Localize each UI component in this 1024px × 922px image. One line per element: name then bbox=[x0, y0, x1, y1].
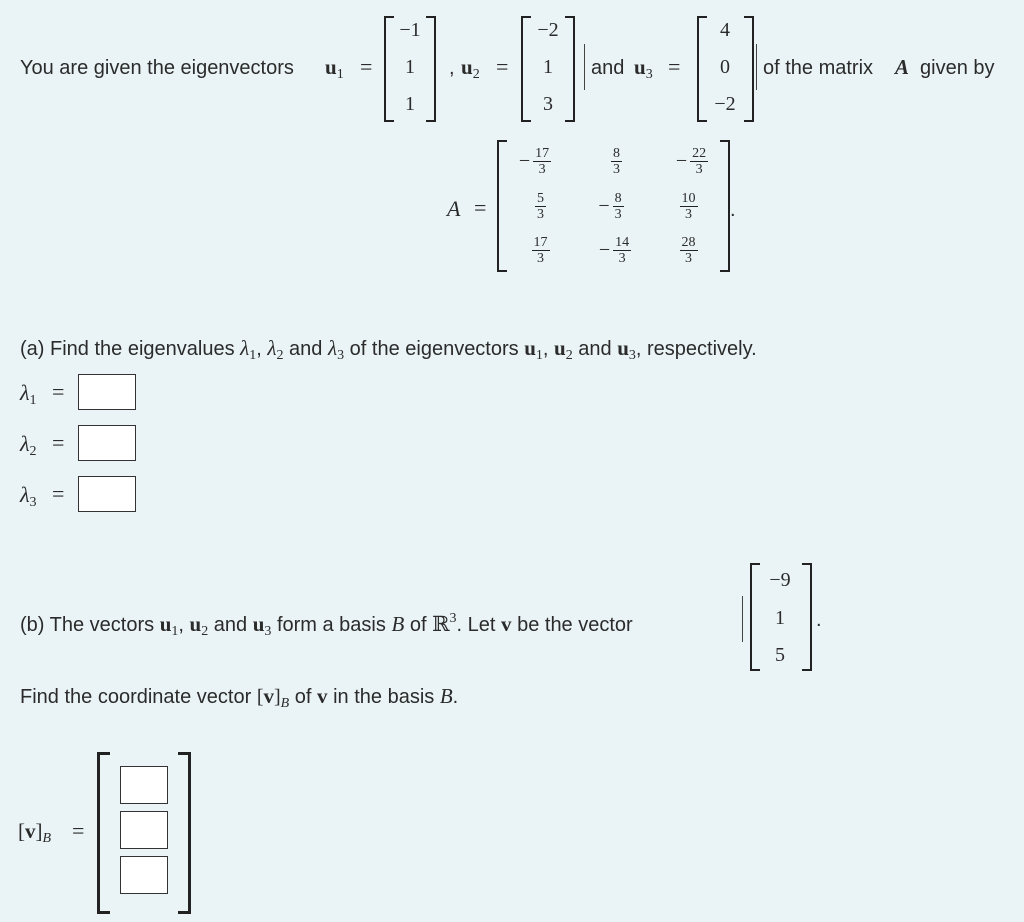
equals-sign: = bbox=[474, 195, 487, 220]
v-entry: 5 bbox=[775, 644, 785, 666]
u2-symbol: $u_2$ bbox=[461, 55, 480, 82]
u3-entry: 0 bbox=[720, 56, 730, 78]
equals-sign: = bbox=[360, 54, 373, 79]
v-right-bracket bbox=[802, 563, 812, 671]
equals-sign: = bbox=[52, 379, 65, 404]
equals-sign: = bbox=[668, 54, 681, 79]
separator-line bbox=[742, 596, 743, 642]
equals-sign: = bbox=[496, 54, 509, 79]
u3-entry: −2 bbox=[714, 93, 736, 115]
coord-vector-label: $[v]_B$ bbox=[18, 819, 52, 846]
comma: , bbox=[449, 57, 455, 79]
matrix-entry: $\frac{5}{3}$ bbox=[537, 190, 544, 222]
u3-symbol: $u_3$ bbox=[634, 55, 653, 82]
lambda1-input[interactable] bbox=[78, 374, 136, 410]
coord-input-2[interactable] bbox=[120, 811, 168, 849]
lambda2-label: $\lambda_2$ bbox=[20, 431, 37, 459]
matrix-symbol-A: A bbox=[895, 55, 910, 79]
matrix-entry: $\frac{8}{3}$ bbox=[613, 145, 620, 177]
part-b-question: (b) The vectors $u_1$, $u_2$ and $u_3$ form a basis B of ℝ$^3$. Let v be the vector bbox=[20, 611, 633, 639]
matrix-entry: − $\frac{17}{3}$ bbox=[518, 145, 550, 177]
part-b-find-text: Find the coordinate vector $[v]_B$ of v in the basis B. bbox=[20, 684, 459, 711]
separator-line bbox=[756, 44, 757, 90]
matrix-entry: $\frac{10}{3}$ bbox=[681, 190, 696, 222]
intro-text-given-by: given by bbox=[920, 57, 995, 79]
u2-entry: 3 bbox=[543, 93, 553, 115]
matrix-entry: − $\frac{14}{3}$ bbox=[598, 234, 630, 266]
u1-entry: 1 bbox=[405, 93, 415, 115]
part-a-question: (a) Find the eigenvalues $\lambda_1$, $\lambda_2$ and $\lambda_3$ of the eigenvectors $u_1$, $u_2$ and $u_3$, respectively. bbox=[20, 336, 757, 363]
lambda3-input[interactable] bbox=[78, 476, 136, 512]
u2-entry: 1 bbox=[543, 56, 553, 78]
u1-symbol: $u_1$ bbox=[325, 55, 344, 82]
lambda1-label: $\lambda_1$ bbox=[20, 380, 37, 408]
lambda2-input[interactable] bbox=[78, 425, 136, 461]
coord-input-3[interactable] bbox=[120, 856, 168, 894]
intro-text-and: and bbox=[591, 57, 625, 79]
v-entry: 1 bbox=[775, 607, 785, 629]
u1-entry: −1 bbox=[399, 19, 421, 41]
v-entry: −9 bbox=[769, 569, 791, 591]
matrix-entry: − $\frac{22}{3}$ bbox=[675, 145, 707, 177]
intro-text-given: You are given the eigenvectors bbox=[20, 57, 294, 79]
equals-sign: = bbox=[52, 481, 65, 506]
u3-entry: 4 bbox=[720, 19, 730, 41]
lambda3-label: $\lambda_3$ bbox=[20, 482, 37, 510]
u2-entry: −2 bbox=[537, 19, 559, 41]
u3-right-bracket bbox=[744, 16, 754, 122]
coord-right-bracket bbox=[178, 752, 191, 914]
equals-sign: = bbox=[72, 818, 85, 843]
equals-sign: = bbox=[52, 430, 65, 455]
matrix-label-A: A bbox=[447, 196, 461, 221]
coord-input-1[interactable] bbox=[120, 766, 168, 804]
matrix-entry: $\frac{17}{3}$ bbox=[533, 234, 548, 266]
u1-entry: 1 bbox=[405, 56, 415, 78]
matrix-period: . bbox=[730, 199, 736, 221]
coord-left-bracket bbox=[97, 752, 110, 914]
v-period: . bbox=[816, 609, 822, 631]
intro-text-of-matrix: of the matrix bbox=[763, 57, 874, 79]
matrix-entry: − $\frac{8}{3}$ bbox=[598, 190, 622, 222]
matrix-entry: $\frac{28}{3}$ bbox=[681, 234, 696, 266]
separator-line bbox=[584, 44, 585, 90]
